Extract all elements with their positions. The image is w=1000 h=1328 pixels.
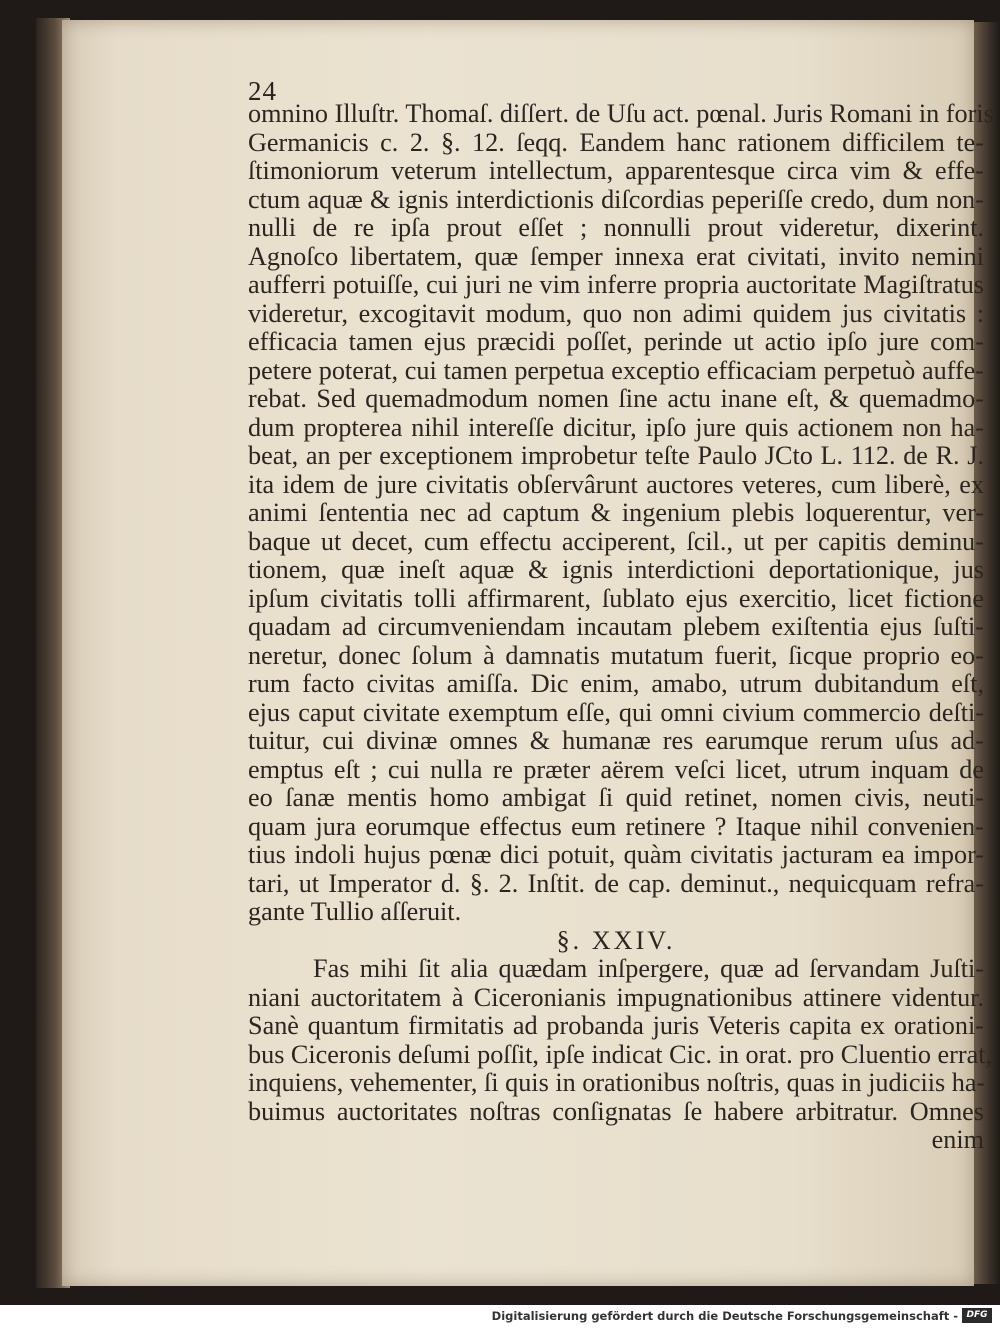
text-line: petere poterat, cui tamen perpetua exceptio efficaciam perpetuò auffe- <box>248 355 984 385</box>
text-line: tius indoli hujus pœnæ dici potuit, quàm civitatis jacturam ea impor- <box>248 840 984 869</box>
body-text <box>248 99 994 1155</box>
text-line: buimus auctoritates noſtras conſignatas ſe habere arbitratur. Omnes <box>248 1096 984 1126</box>
dfg-logo: DFG <box>962 1308 992 1323</box>
text-line: ipſum civitatis tolli affirmarent, ſublato ejus exercitio, licet fictione <box>248 583 984 613</box>
text-line: inquiens, vehementer, ſi quis in orationibus noſtris, quas in judiciis ha- <box>248 1068 986 1097</box>
text-line: emptus eſt ; cui nulla re præter aërem veſci licet, utrum inquam de <box>248 754 984 784</box>
text-line: ctum aquæ & ignis interdictionis diſcordias peperiſſe credo, dum non- <box>248 184 984 214</box>
section-heading: §. XXIV. <box>556 925 676 955</box>
text-line: Agnoſco libertatem, quæ ſemper innexa erat civitati, invito nemini <box>248 241 984 271</box>
text-line: animi ſententia nec ad captum & ingenium plebis loquerentur, ver- <box>248 498 984 527</box>
text-line: Fas mihi ſit alia quædam inſpergere, quæ ad ſervandam Juſti- <box>313 954 984 983</box>
text-line: videretur, excogitavit modum, quo non adimi quidem jus civitatis : <box>248 298 984 328</box>
text-line: omnino Illuſtr. Thomaſ. diſſert. de Uſu act. pœnal. Juris Romani in foris <box>248 99 994 128</box>
text-line: aufferri potuiſſe, cui juri ne vim inferre propria auctoritate Magiſtratus <box>248 270 984 299</box>
text-line: beat, an per exceptionem improbetur teſte Paulo JCto L. 112. de R. J. <box>248 441 984 470</box>
text-line: ſtimoniorum veterum intellectum, apparentesque circa vim & effe- <box>248 156 984 185</box>
text-line: quadam ad circumveniendam incautam plebem exiſtentia ejus ſuſti- <box>248 612 984 641</box>
text-line: niani auctoritatem à Ciceronianis impugnationibus attinere videntur. <box>248 982 984 1012</box>
text-line: neretur, donec ſolum à damnatis mutatum fuerit, ſicque proprio eo- <box>248 640 984 670</box>
funding-notice: Digitalisierung gefördert durch die Deutsche Forschungsgemeinschaft - <box>491 1309 958 1323</box>
text-line: tionem, quæ ineſt aquæ & ignis interdictioni deportationique, jus <box>248 555 984 584</box>
text-line: Germanicis c. 2. §. 12. ſeqq. Eandem hanc rationem difficilem te- <box>248 127 984 157</box>
text-line: efficacia tamen ejus præcidi poſſet, perinde ut actio ipſo jure com- <box>248 327 984 356</box>
text-line: rum facto civitas amiſſa. Dic enim, amabo, utrum dubitandum eſt, <box>248 669 984 698</box>
catchword: enim <box>931 1125 984 1154</box>
text-line: nulli de re ipſa prout eſſet ; nonnulli prout videretur, dixerint. <box>248 213 984 242</box>
text-line: baque ut decet, cum effectu acciperent, ſcil., ut per capitis deminu- <box>248 526 984 556</box>
text-line: tuitur, cui divinæ omnes & humanæ res earumque rerum uſus ad- <box>248 726 984 755</box>
text-line: quam jura eorumque effectus eum retinere ? Itaque nihil convenien- <box>248 811 984 841</box>
text-line: rebat. Sed quemadmodum nomen ſine actu inane eſt, & quemadmo- <box>248 384 984 413</box>
text-line: bus Ciceronis deſumi poſſit, ipſe indicat Cic. in orat. pro Cluentio errat, <box>248 1039 993 1069</box>
text-line: gante Tullio aſſeruit. <box>248 897 462 926</box>
text-line: dum propterea nihil intereſſe dicitur, ipſo jure quis actionem non ha- <box>248 412 984 442</box>
page-number: 24 <box>248 76 277 106</box>
text-line: eo ſanæ mentis homo ambigat ſi quid retinet, nomen civis, neuti- <box>248 783 984 812</box>
text-line: tari, ut Imperator d. §. 2. Inſtit. de cap. deminut., nequicquam refra- <box>248 868 984 898</box>
text-line: Sanè quantum firmitatis ad probanda juris Veteris capita ex orationi- <box>248 1011 984 1040</box>
text-line: ita idem de jure civitatis obſervârunt auctores veteres, cum liberè, ex <box>248 469 984 499</box>
text-line: ejus caput civitate exemptum eſſe, qui omni civium commercio deſti- <box>248 697 984 727</box>
